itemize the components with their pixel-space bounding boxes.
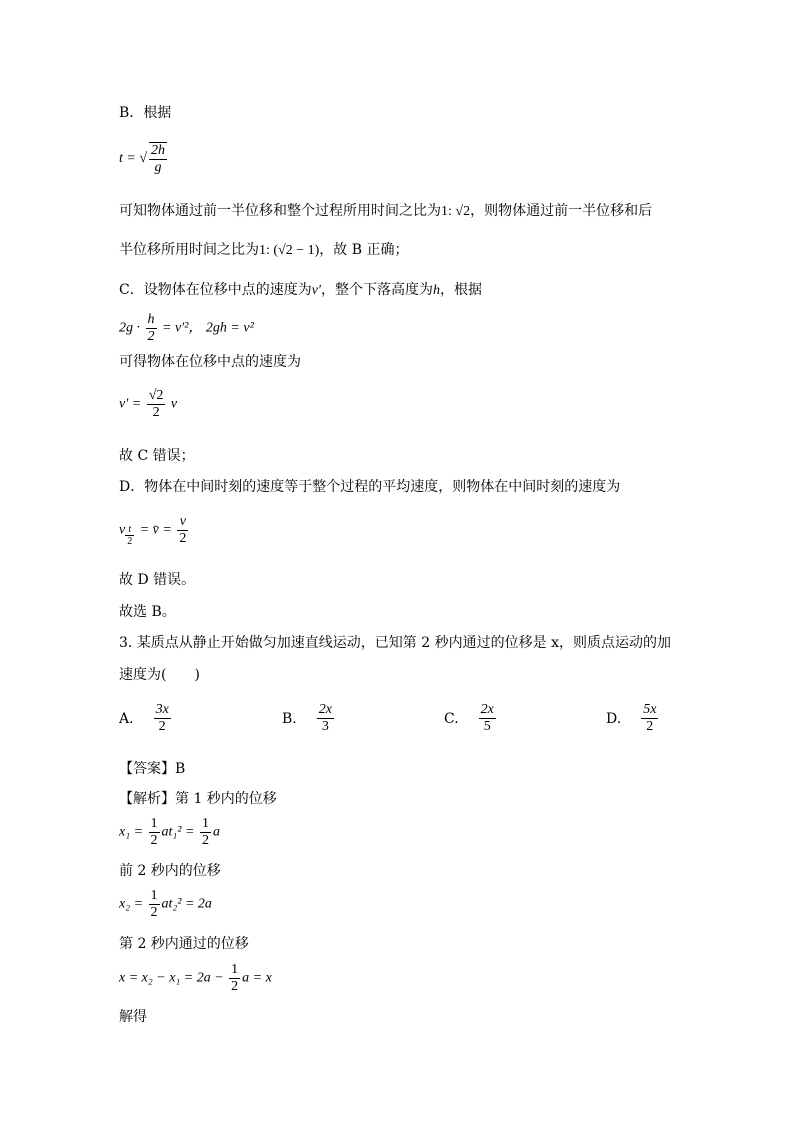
q3-answer: 【答案】B [119, 761, 186, 777]
c-equations [119, 312, 254, 345]
q3-eq1-rhs: a [212, 824, 220, 840]
d-formula [119, 514, 190, 547]
c-res-rhs: v [170, 396, 178, 412]
c-eq2: 2gh = v² [205, 320, 254, 336]
option-b-text-1 [119, 202, 652, 221]
option-c-head-b: ，整个下落高度为 [321, 282, 433, 298]
q3-option-a-num: 3x [155, 702, 169, 717]
c-eq1-den: 2 [147, 329, 155, 344]
q3-eq2-half [149, 888, 160, 921]
c-eq1-num: h [147, 312, 155, 327]
q3-option-a-label: A. [119, 710, 134, 727]
q3-option-d-den: 2 [646, 719, 654, 734]
option-b-text-2 [119, 241, 409, 260]
option-b-heading: B．根据 [119, 105, 172, 121]
option-c-head-c: ，根据 [440, 282, 482, 298]
q3-eq-x [119, 962, 272, 995]
formula-t-fraction [149, 142, 167, 176]
d-eq-sub-den: 2 [127, 535, 133, 547]
q3-option-b-label: B. [282, 710, 297, 727]
c-eq1-a: 2g · [119, 320, 140, 336]
q3-option-d-label: D. [606, 710, 622, 727]
q3-eq1-half-1 [149, 816, 160, 849]
q3-eq2-half-den: 2 [150, 905, 158, 920]
q3-option-c-den: 5 [483, 719, 491, 734]
q3-option-c-fraction [479, 702, 496, 735]
final-choice: 故选 B。 [119, 604, 176, 620]
q3-stem-line-1: 3. 某质点从静止开始做匀加速直线运动，已知第 2 秒内通过的位移是 x，则质点运动的加 [119, 635, 671, 651]
q3-eq1-half-2 [200, 816, 211, 849]
d-eq-den: 2 [179, 531, 187, 546]
d-eq-lhs: v [119, 522, 126, 538]
q3-eq2-lhs: x₂ = [119, 896, 144, 912]
q3-analysis-heading: 【解析】第 1 秒内的位移 [119, 791, 277, 807]
formula-t-num: 2h [151, 143, 166, 158]
option-b-text-2b: ，故 B 正确； [319, 242, 409, 258]
c-res-lhs: v′ = [119, 396, 142, 412]
q3-eq3-half-den: 2 [231, 979, 239, 994]
q3-option-d [606, 702, 660, 735]
q3-eq1-half-2-num: 1 [201, 816, 209, 831]
d-verdict: 故 D 错误。 [119, 572, 196, 588]
q3-eq2-half-num: 1 [150, 888, 158, 903]
d-eq-fraction [177, 514, 188, 547]
c-verdict: 故 C 错误； [119, 448, 195, 464]
c-result-formula [119, 388, 177, 421]
q3-eq1-half-2-den: 2 [201, 833, 209, 848]
q3-option-d-num: 5x [643, 702, 657, 717]
q3-option-b-fraction [317, 702, 334, 735]
option-b-text-1b: ，则物体通过前一半位移和后 [470, 203, 653, 219]
formula-t [119, 142, 169, 176]
q3-option-d-fraction [641, 702, 658, 735]
radical-sign: √ [139, 151, 148, 167]
c-result-text: 可得物体在位移中点的速度为 [119, 354, 301, 370]
q3-eq-x2 [119, 888, 212, 921]
d-eq-mid: = v̄ = [139, 522, 172, 538]
c-res-den: 2 [152, 405, 160, 420]
ratio-1: 1: √2 [441, 204, 471, 219]
d-eq-num: v [177, 514, 188, 531]
q3-solve-text: 解得 [119, 1009, 147, 1025]
d-eq-sub-num: t [125, 524, 134, 536]
c-eq1-fraction [146, 312, 157, 345]
d-eq-subscript [125, 524, 134, 547]
q3-eq3-half-num: 1 [231, 962, 239, 977]
q3-option-b-num: 2x [318, 702, 332, 717]
option-d-heading: D．物体在中间时刻的速度等于整个过程的平均速度，则物体在中间时刻的速度为 [119, 479, 621, 495]
c-res-fraction [147, 388, 166, 421]
q3-option-b [282, 702, 336, 735]
q3-option-a [119, 702, 173, 735]
var-h: h [433, 283, 440, 298]
formula-t-lhs: t = [119, 151, 136, 167]
option-b-text-2a: 半位移所用时间之比为 [119, 242, 259, 258]
q3-eq3-b: a = x [242, 970, 272, 986]
option-c-head-a: C．设物体在位移中点的速度为 [119, 282, 312, 298]
q3-option-c-label: C. [444, 710, 459, 727]
ratio-2: 1: (√2 − 1) [259, 243, 320, 258]
c-eq1-b: = v′²， [162, 320, 203, 336]
q3-option-a-den: 2 [158, 719, 166, 734]
formula-t-den: g [154, 160, 162, 175]
q3-eq-x1 [119, 816, 220, 849]
q3-eq3-a: x = x₂ − x₁ = 2a − [119, 970, 224, 986]
q3-eq1-lhs: x₁ = [119, 824, 144, 840]
option-b-text-1a: 可知物体通过前一半位移和整个过程所用时间之比为 [119, 203, 441, 219]
q3-stem-line-2: 速度为( ) [119, 667, 200, 683]
q3-eq1-mid: at₁² = [161, 824, 195, 840]
q3-second-second-text: 第 2 秒内通过的位移 [119, 936, 249, 952]
q3-option-c-num: 2x [480, 702, 494, 717]
var-v-prime: v′ [311, 283, 321, 298]
option-c-heading [119, 281, 482, 300]
q3-eq1-half-1-num: 1 [150, 816, 158, 831]
c-res-num: √2 [148, 388, 164, 403]
q3-option-c [444, 702, 498, 735]
q3-eq2-mid: at₂² = 2a [161, 896, 212, 912]
q3-first-two-seconds-text: 前 2 秒内的位移 [119, 863, 221, 879]
q3-eq3-half [229, 962, 240, 995]
q3-option-a-fraction [154, 702, 171, 735]
q3-option-b-den: 3 [321, 719, 329, 734]
q3-eq1-half-1-den: 2 [150, 833, 158, 848]
